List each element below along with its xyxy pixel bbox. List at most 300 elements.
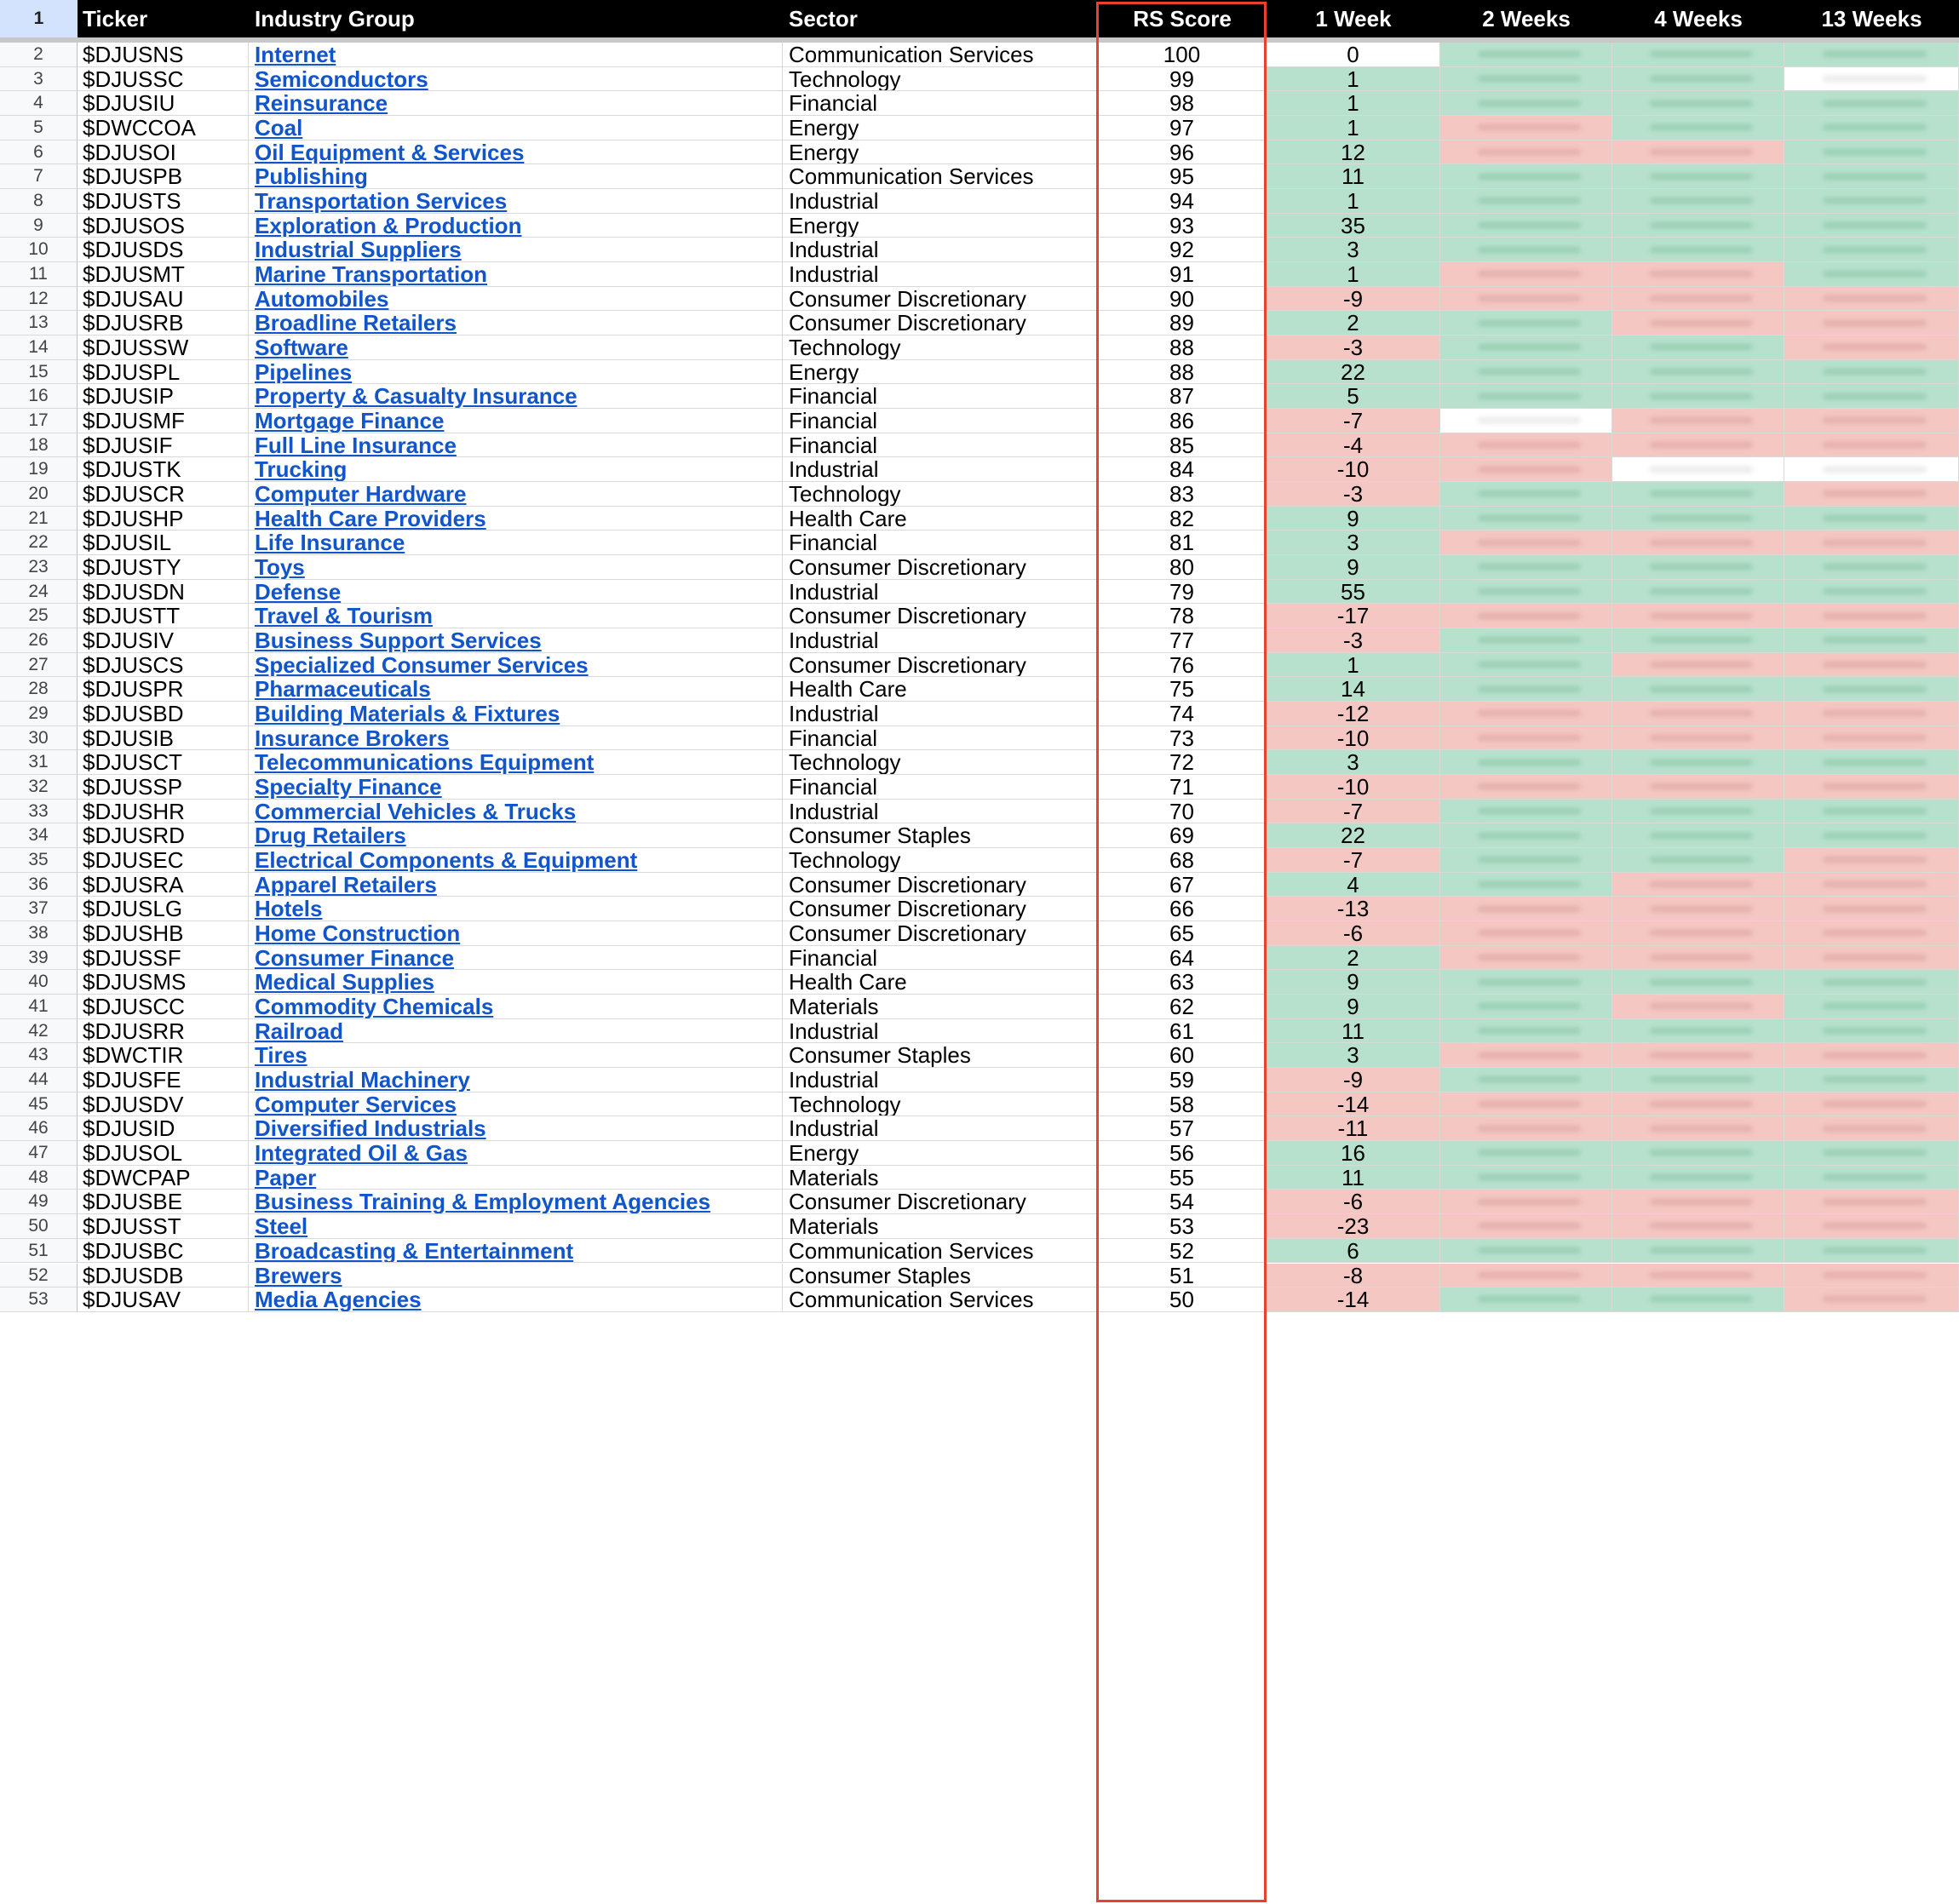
one-week-change-cell[interactable]: -10 <box>1267 775 1440 800</box>
two-weeks-change-cell[interactable] <box>1440 311 1612 335</box>
one-week-change-cell[interactable]: -17 <box>1267 604 1440 628</box>
ticker-cell[interactable]: $DJUSPL <box>78 360 249 385</box>
one-week-change-cell[interactable]: 9 <box>1267 995 1440 1019</box>
one-week-change-cell[interactable]: 3 <box>1267 238 1440 262</box>
sector-cell[interactable]: Materials <box>783 1214 1098 1239</box>
sector-cell[interactable]: Consumer Discretionary <box>783 921 1098 946</box>
one-week-change-cell[interactable]: 9 <box>1267 507 1440 531</box>
industry-group-cell[interactable] <box>249 482 783 507</box>
row-number[interactable]: 11 <box>0 262 78 287</box>
rs-score-cell[interactable]: 100 <box>1098 43 1267 67</box>
ticker-cell[interactable]: $DJUSIB <box>78 726 249 751</box>
one-week-change-cell[interactable]: 11 <box>1267 1019 1440 1044</box>
row-number[interactable]: 15 <box>0 360 78 385</box>
sector-cell[interactable]: Communication Services <box>783 164 1098 189</box>
industry-group-cell[interactable] <box>249 946 783 971</box>
row-number[interactable]: 7 <box>0 164 78 189</box>
four-weeks-change-cell[interactable] <box>1612 604 1784 628</box>
thirteen-weeks-change-cell[interactable] <box>1784 848 1959 873</box>
rs-score-cell[interactable]: 84 <box>1098 457 1267 482</box>
industry-group-link[interactable]: Reinsurance <box>255 91 388 116</box>
rs-score-cell[interactable]: 70 <box>1098 800 1267 824</box>
sector-cell[interactable]: Technology <box>783 482 1098 507</box>
sector-cell[interactable]: Technology <box>783 1093 1098 1117</box>
thirteen-weeks-change-cell[interactable] <box>1784 1264 1959 1288</box>
two-weeks-change-cell[interactable] <box>1440 67 1612 92</box>
thirteen-weeks-change-cell[interactable] <box>1784 433 1959 458</box>
ticker-cell[interactable]: $DJUSOL <box>78 1141 249 1166</box>
four-weeks-change-cell[interactable] <box>1612 1141 1784 1166</box>
industry-group-cell[interactable] <box>249 897 783 921</box>
one-week-change-cell[interactable]: 35 <box>1267 214 1440 238</box>
one-week-change-cell[interactable]: 1 <box>1267 91 1440 116</box>
one-week-change-cell[interactable]: 1 <box>1267 67 1440 92</box>
industry-group-link[interactable]: Paper <box>255 1165 317 1190</box>
rs-score-cell[interactable]: 91 <box>1098 262 1267 287</box>
rs-score-cell[interactable]: 87 <box>1098 384 1267 409</box>
four-weeks-change-cell[interactable] <box>1612 800 1784 824</box>
industry-group-cell[interactable] <box>249 1166 783 1190</box>
row-number[interactable]: 26 <box>0 628 78 653</box>
ticker-cell[interactable]: $DJUSIL <box>78 530 249 555</box>
industry-group-link[interactable]: Computer Hardware <box>255 482 467 507</box>
two-weeks-change-cell[interactable] <box>1440 1166 1612 1190</box>
four-weeks-change-cell[interactable] <box>1612 360 1784 385</box>
one-week-change-cell[interactable]: 1 <box>1267 262 1440 287</box>
thirteen-weeks-change-cell[interactable] <box>1784 530 1959 555</box>
row-number[interactable]: 46 <box>0 1116 78 1141</box>
industry-group-cell[interactable] <box>249 823 783 848</box>
two-weeks-change-cell[interactable] <box>1440 1068 1612 1093</box>
thirteen-weeks-change-cell[interactable] <box>1784 921 1959 946</box>
industry-group-link[interactable]: Specialty Finance <box>255 775 442 800</box>
sector-cell[interactable]: Consumer Discretionary <box>783 1190 1098 1214</box>
two-weeks-change-cell[interactable] <box>1440 848 1612 873</box>
one-week-change-cell[interactable]: -10 <box>1267 457 1440 482</box>
ticker-cell[interactable]: $DJUSTK <box>78 457 249 482</box>
one-week-change-cell[interactable]: -12 <box>1267 702 1440 726</box>
two-weeks-change-cell[interactable] <box>1440 409 1612 433</box>
four-weeks-change-cell[interactable] <box>1612 995 1784 1019</box>
industry-group-link[interactable]: Diversified Industrials <box>255 1116 486 1142</box>
industry-group-cell[interactable] <box>249 116 783 141</box>
row-number[interactable]: 3 <box>0 67 78 92</box>
four-weeks-change-cell[interactable] <box>1612 141 1784 165</box>
sector-cell[interactable]: Financial <box>783 530 1098 555</box>
rs-score-cell[interactable]: 79 <box>1098 580 1267 605</box>
ticker-cell[interactable]: $DJUSPR <box>78 677 249 702</box>
sector-cell[interactable]: Technology <box>783 335 1098 360</box>
four-weeks-change-cell[interactable] <box>1612 970 1784 995</box>
rs-score-cell[interactable]: 61 <box>1098 1019 1267 1044</box>
two-weeks-change-cell[interactable] <box>1440 1239 1612 1264</box>
row-number[interactable]: 25 <box>0 604 78 628</box>
thirteen-weeks-change-cell[interactable] <box>1784 409 1959 433</box>
four-weeks-change-cell[interactable] <box>1612 1214 1784 1239</box>
thirteen-weeks-change-cell[interactable] <box>1784 555 1959 580</box>
industry-group-link[interactable]: Health Care Providers <box>255 506 486 531</box>
ticker-cell[interactable]: $DJUSDB <box>78 1264 249 1288</box>
thirteen-weeks-change-cell[interactable] <box>1784 775 1959 800</box>
two-weeks-change-cell[interactable] <box>1440 750 1612 775</box>
sector-cell[interactable]: Consumer Discretionary <box>783 873 1098 898</box>
rs-score-cell[interactable]: 82 <box>1098 507 1267 531</box>
one-week-change-cell[interactable]: -7 <box>1267 800 1440 824</box>
sector-cell[interactable]: Industrial <box>783 238 1098 262</box>
rs-score-cell[interactable]: 58 <box>1098 1093 1267 1117</box>
sector-cell[interactable]: Financial <box>783 726 1098 751</box>
sector-cell[interactable]: Financial <box>783 946 1098 971</box>
thirteen-weeks-change-cell[interactable] <box>1784 189 1959 214</box>
row-number[interactable]: 4 <box>0 91 78 116</box>
one-week-change-cell[interactable]: 3 <box>1267 530 1440 555</box>
rs-score-cell[interactable]: 83 <box>1098 482 1267 507</box>
two-weeks-change-cell[interactable] <box>1440 1141 1612 1166</box>
one-week-change-cell[interactable]: 1 <box>1267 189 1440 214</box>
industry-group-link[interactable]: Internet <box>255 43 336 67</box>
industry-group-cell[interactable] <box>249 311 783 335</box>
four-weeks-change-cell[interactable] <box>1612 214 1784 238</box>
thirteen-weeks-change-cell[interactable] <box>1784 628 1959 653</box>
row-number[interactable]: 50 <box>0 1214 78 1239</box>
two-weeks-change-cell[interactable] <box>1440 384 1612 409</box>
industry-group-link[interactable]: Business Support Services <box>255 628 542 653</box>
two-weeks-change-cell[interactable] <box>1440 580 1612 605</box>
industry-group-link[interactable]: Trucking <box>255 457 348 483</box>
one-week-change-cell[interactable]: -9 <box>1267 1068 1440 1093</box>
rs-score-cell[interactable]: 69 <box>1098 823 1267 848</box>
industry-group-cell[interactable] <box>249 507 783 531</box>
rs-score-cell[interactable]: 86 <box>1098 409 1267 433</box>
ticker-cell[interactable]: $DJUSST <box>78 1214 249 1239</box>
sector-cell[interactable]: Communication Services <box>783 1239 1098 1264</box>
ticker-cell[interactable]: $DJUSIP <box>78 384 249 409</box>
row-number[interactable]: 8 <box>0 189 78 214</box>
sector-cell[interactable]: Energy <box>783 360 1098 385</box>
thirteen-weeks-change-cell[interactable] <box>1784 43 1959 67</box>
thirteen-weeks-change-cell[interactable] <box>1784 360 1959 385</box>
industry-group-link[interactable]: Apparel Retailers <box>255 872 437 898</box>
industry-group-link[interactable]: Steel <box>255 1214 308 1239</box>
sector-cell[interactable]: Materials <box>783 995 1098 1019</box>
two-weeks-change-cell[interactable] <box>1440 1287 1612 1312</box>
row-number[interactable]: 2 <box>0 43 78 67</box>
thirteen-weeks-change-cell[interactable] <box>1784 702 1959 726</box>
rs-score-cell[interactable]: 75 <box>1098 677 1267 702</box>
industry-group-link[interactable]: Medical Supplies <box>255 970 434 995</box>
thirteen-weeks-change-cell[interactable] <box>1784 823 1959 848</box>
row-number[interactable]: 23 <box>0 555 78 580</box>
rs-score-cell[interactable]: 74 <box>1098 702 1267 726</box>
four-weeks-change-cell[interactable] <box>1612 1019 1784 1044</box>
industry-group-cell[interactable] <box>249 1141 783 1166</box>
two-weeks-change-cell[interactable] <box>1440 604 1612 628</box>
sector-cell[interactable]: Consumer Staples <box>783 1043 1098 1068</box>
rs-score-cell[interactable]: 54 <box>1098 1190 1267 1214</box>
row-number[interactable]: 34 <box>0 823 78 848</box>
industry-group-cell[interactable] <box>249 677 783 702</box>
rs-score-column-header[interactable]: RS Score <box>1133 6 1232 32</box>
one-week-change-cell[interactable]: -3 <box>1267 628 1440 653</box>
thirteen-weeks-change-cell[interactable] <box>1784 1214 1959 1239</box>
four-weeks-change-cell[interactable] <box>1612 873 1784 898</box>
two-weeks-change-cell[interactable] <box>1440 1214 1612 1239</box>
industry-group-link[interactable]: Mortgage Finance <box>255 409 445 433</box>
rs-score-cell[interactable]: 59 <box>1098 1068 1267 1093</box>
one-week-change-cell[interactable]: 11 <box>1267 1166 1440 1190</box>
industry-group-cell[interactable] <box>249 800 783 824</box>
row-number[interactable]: 10 <box>0 238 78 262</box>
one-week-column-header[interactable]: 1 Week <box>1315 6 1392 32</box>
industry-group-cell[interactable] <box>249 702 783 726</box>
industry-group-link[interactable]: Brewers <box>255 1263 342 1288</box>
industry-group-cell[interactable] <box>249 580 783 605</box>
one-week-change-cell[interactable]: 3 <box>1267 1043 1440 1068</box>
industry-group-link[interactable]: Drug Retailers <box>255 823 406 849</box>
rs-score-cell[interactable]: 66 <box>1098 897 1267 921</box>
industry-group-cell[interactable] <box>249 1043 783 1068</box>
industry-group-link[interactable]: Oil Equipment & Services <box>255 140 525 165</box>
industry-group-link[interactable]: Broadline Retailers <box>255 311 457 336</box>
industry-group-column-header[interactable]: Industry Group <box>255 6 415 32</box>
thirteen-weeks-change-cell[interactable] <box>1784 1068 1959 1093</box>
sector-cell[interactable]: Industrial <box>783 1116 1098 1141</box>
one-week-change-cell[interactable]: 22 <box>1267 823 1440 848</box>
four-weeks-change-cell[interactable] <box>1612 164 1784 189</box>
four-weeks-change-cell[interactable] <box>1612 311 1784 335</box>
four-weeks-change-cell[interactable] <box>1612 897 1784 921</box>
rs-score-cell[interactable]: 51 <box>1098 1264 1267 1288</box>
row-number[interactable]: 41 <box>0 995 78 1019</box>
thirteen-weeks-change-cell[interactable] <box>1784 457 1959 482</box>
thirteen-weeks-change-cell[interactable] <box>1784 580 1959 605</box>
row-number[interactable]: 49 <box>0 1190 78 1214</box>
industry-group-link[interactable]: Life Insurance <box>255 530 405 556</box>
industry-group-cell[interactable] <box>249 775 783 800</box>
ticker-cell[interactable]: $DJUSCT <box>78 750 249 775</box>
two-weeks-change-cell[interactable] <box>1440 164 1612 189</box>
industry-group-link[interactable]: Full Line Insurance <box>255 433 457 458</box>
two-weeks-change-cell[interactable] <box>1440 91 1612 116</box>
two-weeks-change-cell[interactable] <box>1440 555 1612 580</box>
rs-score-cell[interactable]: 80 <box>1098 555 1267 580</box>
sector-cell[interactable]: Industrial <box>783 262 1098 287</box>
thirteen-weeks-change-cell[interactable] <box>1784 311 1959 335</box>
industry-group-cell[interactable] <box>249 360 783 385</box>
sector-cell[interactable]: Energy <box>783 116 1098 141</box>
rs-score-cell[interactable]: 62 <box>1098 995 1267 1019</box>
thirteen-weeks-change-cell[interactable] <box>1784 116 1959 141</box>
sector-cell[interactable]: Materials <box>783 1166 1098 1190</box>
ticker-cell[interactable]: $DJUSCS <box>78 653 249 678</box>
industry-group-cell[interactable] <box>249 1093 783 1117</box>
ticker-cell[interactable]: $DWCPAP <box>78 1166 249 1190</box>
industry-group-link[interactable]: Media Agencies <box>255 1287 422 1312</box>
row-number[interactable]: 13 <box>0 311 78 335</box>
thirteen-weeks-change-cell[interactable] <box>1784 1019 1959 1044</box>
rs-score-cell[interactable]: 93 <box>1098 214 1267 238</box>
sector-cell[interactable]: Energy <box>783 214 1098 238</box>
industry-group-cell[interactable] <box>249 67 783 92</box>
industry-group-cell[interactable] <box>249 530 783 555</box>
four-weeks-column-header[interactable]: 4 Weeks <box>1654 6 1743 32</box>
ticker-cell[interactable]: $DJUSTY <box>78 555 249 580</box>
row-number[interactable]: 27 <box>0 653 78 678</box>
two-weeks-column-header[interactable]: 2 Weeks <box>1482 6 1571 32</box>
row-number[interactable]: 5 <box>0 116 78 141</box>
ticker-cell[interactable]: $DJUSIU <box>78 91 249 116</box>
two-weeks-change-cell[interactable] <box>1440 995 1612 1019</box>
industry-group-cell[interactable] <box>249 873 783 898</box>
industry-group-link[interactable]: Broadcasting & Entertainment <box>255 1238 574 1264</box>
ticker-cell[interactable]: $DJUSSF <box>78 946 249 971</box>
row-number[interactable]: 32 <box>0 775 78 800</box>
one-week-change-cell[interactable]: 12 <box>1267 141 1440 165</box>
thirteen-weeks-change-cell[interactable] <box>1784 726 1959 751</box>
industry-group-cell[interactable] <box>249 628 783 653</box>
sector-cell[interactable]: Financial <box>783 91 1098 116</box>
industry-group-cell[interactable] <box>249 750 783 775</box>
thirteen-weeks-change-cell[interactable] <box>1784 750 1959 775</box>
thirteen-weeks-change-cell[interactable] <box>1784 677 1959 702</box>
industry-group-link[interactable]: Insurance Brokers <box>255 725 450 751</box>
ticker-cell[interactable]: $DJUSTS <box>78 189 249 214</box>
four-weeks-change-cell[interactable] <box>1612 823 1784 848</box>
ticker-cell[interactable]: $DWCCOA <box>78 116 249 141</box>
industry-group-cell[interactable] <box>249 1214 783 1239</box>
one-week-change-cell[interactable]: -3 <box>1267 335 1440 360</box>
ticker-cell[interactable]: $DJUSAU <box>78 287 249 312</box>
two-weeks-change-cell[interactable] <box>1440 189 1612 214</box>
ticker-cell[interactable]: $DJUSDN <box>78 580 249 605</box>
industry-group-link[interactable]: Computer Services <box>255 1092 457 1117</box>
two-weeks-change-cell[interactable] <box>1440 238 1612 262</box>
row-number[interactable]: 12 <box>0 287 78 312</box>
industry-group-cell[interactable] <box>249 970 783 995</box>
two-weeks-change-cell[interactable] <box>1440 335 1612 360</box>
row-number[interactable]: 40 <box>0 970 78 995</box>
industry-group-link[interactable]: Home Construction <box>255 921 461 946</box>
industry-group-link[interactable]: Commercial Vehicles & Trucks <box>255 799 577 824</box>
sector-cell[interactable]: Consumer Discretionary <box>783 555 1098 580</box>
one-week-change-cell[interactable]: -13 <box>1267 897 1440 921</box>
rs-score-cell[interactable]: 89 <box>1098 311 1267 335</box>
industry-group-cell[interactable] <box>249 1264 783 1288</box>
sector-cell[interactable]: Industrial <box>783 580 1098 605</box>
industry-group-link[interactable]: Pharmaceuticals <box>255 677 431 703</box>
sector-cell[interactable]: Industrial <box>783 702 1098 726</box>
industry-group-cell[interactable] <box>249 848 783 873</box>
ticker-cell[interactable]: $DJUSIF <box>78 433 249 458</box>
one-week-change-cell[interactable]: 55 <box>1267 580 1440 605</box>
industry-group-cell[interactable] <box>249 409 783 433</box>
ticker-cell[interactable]: $DJUSBD <box>78 702 249 726</box>
industry-group-cell[interactable] <box>249 384 783 409</box>
ticker-cell[interactable]: $DJUSSP <box>78 775 249 800</box>
four-weeks-change-cell[interactable] <box>1612 726 1784 751</box>
ticker-cell[interactable]: $DJUSMF <box>78 409 249 433</box>
industry-group-cell[interactable] <box>249 238 783 262</box>
industry-group-link[interactable]: Commodity Chemicals <box>255 995 494 1019</box>
thirteen-weeks-change-cell[interactable] <box>1784 970 1959 995</box>
four-weeks-change-cell[interactable] <box>1612 530 1784 555</box>
rs-score-cell[interactable]: 97 <box>1098 116 1267 141</box>
row-number[interactable]: 36 <box>0 873 78 898</box>
thirteen-weeks-change-cell[interactable] <box>1784 482 1959 507</box>
rs-score-cell[interactable]: 52 <box>1098 1239 1267 1264</box>
four-weeks-change-cell[interactable] <box>1612 189 1784 214</box>
four-weeks-change-cell[interactable] <box>1612 702 1784 726</box>
thirteen-weeks-change-cell[interactable] <box>1784 335 1959 360</box>
row-number[interactable]: 52 <box>0 1264 78 1288</box>
one-week-change-cell[interactable]: 9 <box>1267 555 1440 580</box>
one-week-change-cell[interactable]: -8 <box>1267 1264 1440 1288</box>
sector-cell[interactable]: Technology <box>783 848 1098 873</box>
two-weeks-change-cell[interactable] <box>1440 823 1612 848</box>
rs-score-cell[interactable]: 88 <box>1098 335 1267 360</box>
four-weeks-change-cell[interactable] <box>1612 1043 1784 1068</box>
two-weeks-change-cell[interactable] <box>1440 873 1612 898</box>
two-weeks-change-cell[interactable] <box>1440 702 1612 726</box>
two-weeks-change-cell[interactable] <box>1440 677 1612 702</box>
rs-score-cell[interactable]: 64 <box>1098 946 1267 971</box>
thirteen-weeks-change-cell[interactable] <box>1784 141 1959 165</box>
row-number[interactable]: 44 <box>0 1068 78 1093</box>
thirteen-weeks-change-cell[interactable] <box>1784 800 1959 824</box>
row-number[interactable]: 6 <box>0 141 78 165</box>
ticker-cell[interactable]: $DJUSLG <box>78 897 249 921</box>
industry-group-cell[interactable] <box>249 1068 783 1093</box>
two-weeks-change-cell[interactable] <box>1440 116 1612 141</box>
row-number[interactable]: 37 <box>0 897 78 921</box>
four-weeks-change-cell[interactable] <box>1612 238 1784 262</box>
four-weeks-change-cell[interactable] <box>1612 677 1784 702</box>
sector-cell[interactable]: Consumer Discretionary <box>783 287 1098 312</box>
rs-score-cell[interactable]: 98 <box>1098 91 1267 116</box>
ticker-cell[interactable]: $DJUSRA <box>78 873 249 898</box>
industry-group-link[interactable]: Industrial Machinery <box>255 1068 470 1093</box>
rs-score-cell[interactable]: 92 <box>1098 238 1267 262</box>
two-weeks-change-cell[interactable] <box>1440 141 1612 165</box>
thirteen-weeks-change-cell[interactable] <box>1784 897 1959 921</box>
rs-score-cell[interactable]: 68 <box>1098 848 1267 873</box>
one-week-change-cell[interactable]: 1 <box>1267 653 1440 678</box>
thirteen-weeks-change-cell[interactable] <box>1784 1043 1959 1068</box>
sector-cell[interactable]: Consumer Staples <box>783 1264 1098 1288</box>
four-weeks-change-cell[interactable] <box>1612 457 1784 482</box>
row-number[interactable]: 21 <box>0 507 78 531</box>
four-weeks-change-cell[interactable] <box>1612 1166 1784 1190</box>
sector-cell[interactable]: Energy <box>783 141 1098 165</box>
one-week-change-cell[interactable]: -10 <box>1267 726 1440 751</box>
row-number[interactable]: 51 <box>0 1239 78 1264</box>
sector-cell[interactable]: Industrial <box>783 800 1098 824</box>
four-weeks-change-cell[interactable] <box>1612 262 1784 287</box>
ticker-cell[interactable]: $DJUSOS <box>78 214 249 238</box>
sector-cell[interactable]: Communication Services <box>783 43 1098 67</box>
rs-score-cell[interactable]: 85 <box>1098 433 1267 458</box>
industry-group-cell[interactable] <box>249 1116 783 1141</box>
industry-group-link[interactable]: Industrial Suppliers <box>255 238 462 263</box>
sector-cell[interactable]: Technology <box>783 67 1098 92</box>
thirteen-weeks-change-cell[interactable] <box>1784 1190 1959 1214</box>
industry-group-link[interactable]: Property & Casualty Insurance <box>255 384 577 410</box>
rs-score-cell[interactable]: 81 <box>1098 530 1267 555</box>
row-number[interactable]: 53 <box>0 1287 78 1312</box>
rs-score-cell[interactable]: 88 <box>1098 360 1267 385</box>
thirteen-weeks-change-cell[interactable] <box>1784 164 1959 189</box>
sector-cell[interactable]: Consumer Staples <box>783 823 1098 848</box>
